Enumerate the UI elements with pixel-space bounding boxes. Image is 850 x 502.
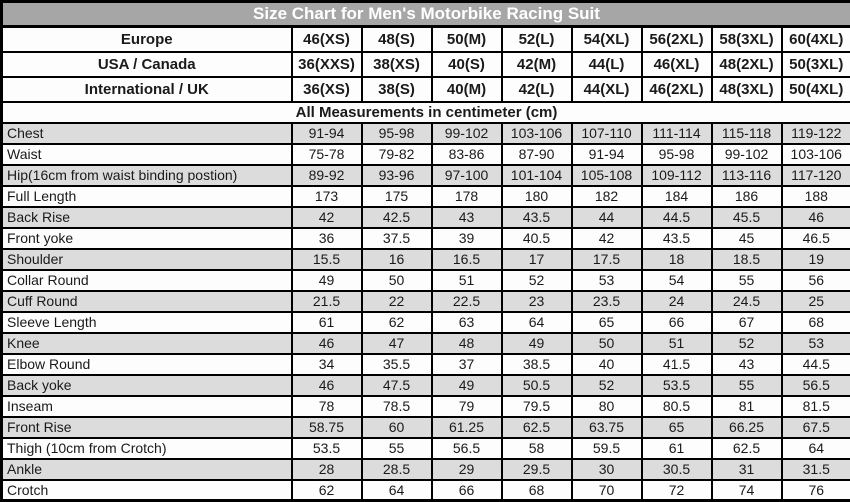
measurement-value: 173	[292, 186, 362, 207]
measurement-value: 50	[362, 270, 432, 291]
measurement-value: 52	[712, 333, 782, 354]
measurement-value: 43	[712, 354, 782, 375]
measurement-value: 91-94	[572, 144, 642, 165]
measurement-row	[2, 459, 850, 480]
measurement-row	[2, 375, 850, 396]
measurement-value: 38.5	[502, 354, 572, 375]
measurement-value: 49	[432, 375, 502, 396]
measurement-value: 16	[362, 249, 432, 270]
size-cell: 44(XL)	[572, 77, 642, 102]
measurement-value: 79	[432, 396, 502, 417]
measurement-value: 40.5	[502, 228, 572, 249]
measurement-value: 46	[782, 207, 850, 228]
measurement-value: 31	[712, 459, 782, 480]
measurement-value: 53	[782, 333, 850, 354]
measurement-value: 49	[292, 270, 362, 291]
measurement-value: 16.5	[432, 249, 502, 270]
measurement-value: 43	[432, 207, 502, 228]
size-cell: 48(S)	[362, 27, 432, 52]
measurement-value: 80	[572, 396, 642, 417]
measurement-value: 103-106	[782, 144, 850, 165]
measurement-row	[2, 312, 850, 333]
measurement-label: Collar Round	[2, 270, 292, 291]
measurement-row	[2, 354, 850, 375]
measurement-value: 42	[292, 207, 362, 228]
size-system-label: International / UK	[2, 77, 292, 102]
measurement-value: 101-104	[502, 165, 572, 186]
measurement-value: 36	[292, 228, 362, 249]
measurement-value: 66	[642, 312, 712, 333]
measurement-value: 95-98	[642, 144, 712, 165]
measurement-value: 105-108	[572, 165, 642, 186]
measurement-value: 62	[362, 312, 432, 333]
size-cell: 50(3XL)	[782, 52, 850, 77]
measurement-value: 79-82	[362, 144, 432, 165]
measurement-value: 24.5	[712, 291, 782, 312]
measurement-value: 62.5	[712, 438, 782, 459]
measurement-label: Elbow Round	[2, 354, 292, 375]
measurement-value: 186	[712, 186, 782, 207]
measurement-value: 52	[502, 270, 572, 291]
measurement-row	[2, 480, 850, 501]
measurement-value: 56.5	[782, 375, 850, 396]
size-cell: 42(L)	[502, 77, 572, 102]
size-cell: 40(S)	[432, 52, 502, 77]
measurement-label: Knee	[2, 333, 292, 354]
measurement-value: 91-94	[292, 123, 362, 144]
measurement-value: 109-112	[642, 165, 712, 186]
measurement-row	[2, 291, 850, 312]
measurement-value: 99-102	[432, 123, 502, 144]
measurement-value: 64	[362, 480, 432, 501]
measurement-value: 19	[782, 249, 850, 270]
size-cell: 58(3XL)	[712, 27, 782, 52]
measurement-value: 39	[432, 228, 502, 249]
measurement-label: Back yoke	[2, 375, 292, 396]
measurement-value: 21.5	[292, 291, 362, 312]
size-header-section	[2, 27, 850, 102]
measurement-value: 99-102	[712, 144, 782, 165]
measurement-value: 182	[572, 186, 642, 207]
measurement-value: 58.75	[292, 417, 362, 438]
measurement-value: 78	[292, 396, 362, 417]
measurement-label: Chest	[2, 123, 292, 144]
size-cell: 56(2XL)	[642, 27, 712, 52]
measurement-value: 65	[572, 312, 642, 333]
measurement-value: 74	[712, 480, 782, 501]
size-cell: 50(4XL)	[782, 77, 850, 102]
measurement-label: Inseam	[2, 396, 292, 417]
measurement-value: 46	[292, 375, 362, 396]
size-system-label: USA / Canada	[2, 52, 292, 77]
measurement-value: 42.5	[362, 207, 432, 228]
measurement-value: 23.5	[572, 291, 642, 312]
measurement-value: 58	[502, 438, 572, 459]
measurement-value: 43.5	[502, 207, 572, 228]
measurement-value: 59.5	[572, 438, 642, 459]
size-cell: 46(XL)	[642, 52, 712, 77]
measurement-value: 29	[432, 459, 502, 480]
size-cell: 48(2XL)	[712, 52, 782, 77]
measurement-value: 29.5	[502, 459, 572, 480]
measurement-value: 67	[712, 312, 782, 333]
measurement-value: 111-114	[642, 123, 712, 144]
measurement-value: 63.75	[572, 417, 642, 438]
measurement-label: Crotch	[2, 480, 292, 501]
measurement-value: 50	[572, 333, 642, 354]
measurement-row	[2, 249, 850, 270]
measurement-value: 75-78	[292, 144, 362, 165]
measurement-value: 51	[642, 333, 712, 354]
measurement-label: Front yoke	[2, 228, 292, 249]
measurement-value: 22	[362, 291, 432, 312]
measurement-value: 79.5	[502, 396, 572, 417]
size-cell: 46(XS)	[292, 27, 362, 52]
measurement-value: 93-96	[362, 165, 432, 186]
measurement-value: 72	[642, 480, 712, 501]
size-cell: 36(XXS)	[292, 52, 362, 77]
measurement-value: 115-118	[712, 123, 782, 144]
measurement-row	[2, 123, 850, 144]
measurement-value: 81.5	[782, 396, 850, 417]
measurement-value: 17	[502, 249, 572, 270]
title-section	[2, 2, 850, 27]
measurement-value: 175	[362, 186, 432, 207]
measurement-value: 18.5	[712, 249, 782, 270]
size-cell: 52(L)	[502, 27, 572, 52]
measurement-value: 70	[572, 480, 642, 501]
measurement-value: 61	[642, 438, 712, 459]
measurement-value: 119-122	[782, 123, 850, 144]
measurement-value: 30	[572, 459, 642, 480]
measurement-value: 25	[782, 291, 850, 312]
measurement-value: 188	[782, 186, 850, 207]
measurement-value: 68	[782, 312, 850, 333]
measurement-row	[2, 333, 850, 354]
measurement-value: 54	[642, 270, 712, 291]
measurement-value: 30.5	[642, 459, 712, 480]
size-cell: 38(S)	[362, 77, 432, 102]
title-row	[2, 2, 850, 27]
measurement-label: Back Rise	[2, 207, 292, 228]
size-system-label: Europe	[2, 27, 292, 52]
size-header-row	[2, 27, 850, 52]
measurement-value: 46	[292, 333, 362, 354]
measurement-value: 55	[712, 375, 782, 396]
measurement-value: 44.5	[782, 354, 850, 375]
measurement-value: 53.5	[642, 375, 712, 396]
measurement-value: 113-116	[712, 165, 782, 186]
measurement-row	[2, 165, 850, 186]
measurement-value: 37.5	[362, 228, 432, 249]
size-cell: 54(XL)	[572, 27, 642, 52]
measurement-unit-note: All Measurements in centimeter (cm)	[2, 102, 850, 123]
size-cell: 40(M)	[432, 77, 502, 102]
size-cell: 38(XS)	[362, 52, 432, 77]
measurement-value: 55	[712, 270, 782, 291]
measurement-value: 61.25	[432, 417, 502, 438]
measurement-value: 107-110	[572, 123, 642, 144]
measurement-value: 60	[362, 417, 432, 438]
measurement-label: Cuff Round	[2, 291, 292, 312]
measurement-value: 63	[432, 312, 502, 333]
measurement-label: Thigh (10cm from Crotch)	[2, 438, 292, 459]
size-cell: 50(M)	[432, 27, 502, 52]
measurement-value: 117-120	[782, 165, 850, 186]
measurement-row	[2, 228, 850, 249]
measurement-value: 23	[502, 291, 572, 312]
measurement-row	[2, 186, 850, 207]
measurement-value: 43.5	[642, 228, 712, 249]
measurement-value: 53	[572, 270, 642, 291]
measurement-value: 62.5	[502, 417, 572, 438]
measurement-value: 24	[642, 291, 712, 312]
measurement-value: 55	[362, 438, 432, 459]
measurement-value: 45.5	[712, 207, 782, 228]
measurement-value: 53.5	[292, 438, 362, 459]
measurement-value: 103-106	[502, 123, 572, 144]
measurement-value: 52	[572, 375, 642, 396]
measurement-value: 81	[712, 396, 782, 417]
measurement-value: 184	[642, 186, 712, 207]
measurement-value: 48	[432, 333, 502, 354]
measurement-value: 15.5	[292, 249, 362, 270]
measurement-label: Sleeve Length	[2, 312, 292, 333]
measurement-value: 56.5	[432, 438, 502, 459]
size-cell: 36(XS)	[292, 77, 362, 102]
measurement-row	[2, 417, 850, 438]
measurement-value: 61	[292, 312, 362, 333]
size-cell: 44(L)	[572, 52, 642, 77]
measurement-value: 95-98	[362, 123, 432, 144]
measurement-value: 35.5	[362, 354, 432, 375]
measurement-section	[2, 123, 850, 501]
measurement-value: 64	[782, 438, 850, 459]
measurement-label: Hip(16cm from waist binding postion)	[2, 165, 292, 186]
note-section	[2, 102, 850, 123]
measurement-value: 76	[782, 480, 850, 501]
measurement-row	[2, 144, 850, 165]
measurement-row	[2, 270, 850, 291]
size-header-row	[2, 52, 850, 77]
measurement-value: 42	[572, 228, 642, 249]
table-title: Size Chart for Men's Motorbike Racing Suit	[2, 2, 850, 27]
measurement-value: 180	[502, 186, 572, 207]
measurement-value: 28	[292, 459, 362, 480]
measurement-row	[2, 438, 850, 459]
measurement-value: 56	[782, 270, 850, 291]
measurement-value: 87-90	[502, 144, 572, 165]
measurement-value: 97-100	[432, 165, 502, 186]
size-cell: 48(3XL)	[712, 77, 782, 102]
measurement-label: Waist	[2, 144, 292, 165]
measurement-value: 17.5	[572, 249, 642, 270]
measurement-value: 18	[642, 249, 712, 270]
measurement-value: 31.5	[782, 459, 850, 480]
measurement-value: 50.5	[502, 375, 572, 396]
measurement-value: 62	[292, 480, 362, 501]
measurement-value: 49	[502, 333, 572, 354]
measurement-value: 80.5	[642, 396, 712, 417]
measurement-label: Front Rise	[2, 417, 292, 438]
measurement-label: Shoulder	[2, 249, 292, 270]
measurement-value: 28.5	[362, 459, 432, 480]
measurement-row	[2, 396, 850, 417]
measurement-value: 37	[432, 354, 502, 375]
measurement-value: 65	[642, 417, 712, 438]
measurement-value: 89-92	[292, 165, 362, 186]
measurement-value: 67.5	[782, 417, 850, 438]
size-cell: 46(2XL)	[642, 77, 712, 102]
measurement-label: Ankle	[2, 459, 292, 480]
measurement-value: 78.5	[362, 396, 432, 417]
note-row	[2, 102, 850, 123]
measurement-label: Full Length	[2, 186, 292, 207]
measurement-value: 68	[502, 480, 572, 501]
measurement-value: 66.25	[712, 417, 782, 438]
measurement-value: 22.5	[432, 291, 502, 312]
size-cell: 42(M)	[502, 52, 572, 77]
measurement-value: 47.5	[362, 375, 432, 396]
measurement-value: 64	[502, 312, 572, 333]
size-header-row	[2, 77, 850, 102]
measurement-value: 44.5	[642, 207, 712, 228]
measurement-value: 51	[432, 270, 502, 291]
measurement-value: 41.5	[642, 354, 712, 375]
measurement-value: 44	[572, 207, 642, 228]
measurement-value: 66	[432, 480, 502, 501]
measurement-value: 47	[362, 333, 432, 354]
measurement-value: 40	[572, 354, 642, 375]
measurement-value: 83-86	[432, 144, 502, 165]
measurement-value: 34	[292, 354, 362, 375]
size-cell: 60(4XL)	[782, 27, 850, 52]
measurement-value: 45	[712, 228, 782, 249]
measurement-value: 178	[432, 186, 502, 207]
measurement-row	[2, 207, 850, 228]
measurement-value: 46.5	[782, 228, 850, 249]
